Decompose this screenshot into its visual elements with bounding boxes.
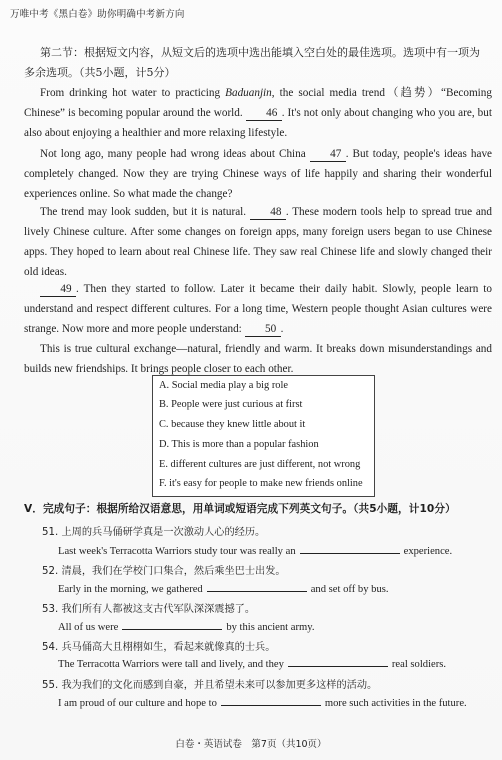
blank-50[interactable]: 50 [245,323,281,337]
question-51-english: Last week's Terracotta Warriors study tour was really an experience. [58,546,453,557]
options-box [152,375,375,497]
passage-paragraph-5: This is true cultural exchange—natural, friendly and warm. It breaks down misunderstandings and builds new friendships. It brings people closer to each other. [24,343,492,375]
passage-paragraph-3: The trend may look sudden, but it is natural. 48 . These modern tools help to spread true and lively Chinese culture. After some changes on foreign apps, many foreign users began to use Chinese apps. They hoped to learn about real Chinese life. They saw real Chinese life and slowly changed their old ideas. [24,206,492,278]
blank-46[interactable]: 46 [246,107,282,121]
answer-line-51[interactable] [300,553,400,554]
question-52-chinese: 52. 清晨，我们在学校门口集合，然后乘坐巴士出发。 [42,566,286,577]
blank-47[interactable]: 47 [310,148,346,162]
question-55-english: I am proud of our culture and hope to more such activities in the future. [58,698,467,709]
option-b: B. People were just curious at first [159,399,303,410]
baduanjin-term: Baduanjin [225,87,272,99]
option-f: F. it's easy for people to make new friends online [159,478,363,489]
question-55-chinese: 55. 我为我们的文化而感到自豪，并且希望未来可以参加更多这样的活动。 [42,680,378,691]
blank-49[interactable]: 49 [40,283,76,297]
question-54-chinese: 54. 兵马俑高大且栩栩如生，看起来就像真的士兵。 [42,642,276,653]
answer-line-55[interactable] [221,705,321,706]
question-52-english: Early in the morning, we gathered and set off by bus. [58,584,389,595]
option-a: A. Social media play a big role [159,380,288,391]
answer-line-53[interactable] [122,629,222,630]
question-53-chinese: 53. 我们所有人都被这支古代军队深深震撼了。 [42,604,256,615]
section-5-instructions: V．完成句子：根据所给汉语意思，用单词或短语完成下列英文句子。（共5小题，计10分） [24,503,456,515]
option-e: E. different cultures are just different, not wrong [159,459,361,470]
passage-paragraph-4: 49 . Then they started to follow. Later it became their daily habit. Slowly, people learn to understand and respect different cultures. For a long time, Western people thought Asian cultures were strange. Now more and more people understand: 50 . [24,283,492,335]
answer-line-52[interactable] [207,591,307,592]
book-header: 万唯中考《黑白卷》助你明确中考新方向 [10,9,185,20]
answer-line-54[interactable] [288,666,388,667]
passage-paragraph-2: Not long ago, many people had wrong ideas about China 47 . But today, people's ideas have completely changed. Now they are trying Chinese ways of life happily and sharing their wonderful experiences online. So what made the change? [24,148,492,200]
question-54-english: The Terracotta Warriors were tall and lively, and they real soldiers. [58,659,447,670]
passage-paragraph-1: From drinking hot water to practicing Baduanjin, the social media trend（趋势）“Becoming Chinese” is becoming popular around the world. 46 . It's not only about changing who you are, but also about enjoying a healthier and more relaxing lifestyle. [24,87,492,139]
blank-48[interactable]: 48 [250,206,286,220]
page-footer: 白卷・英语试卷 第7页（共10页） [175,739,327,750]
option-c: C. because they knew little about it [159,419,306,430]
option-d: D. This is more than a popular fashion [159,439,319,450]
question-51-chinese: 51. 上周的兵马俑研学真是一次激动人心的经历。 [42,527,266,538]
question-53-english: All of us were by this ancient army. [58,622,315,633]
section-2-instructions: 第二节：根据短文内容，从短文后的选项中选出能填入空白处的最佳选项。选项中有一项为多余选项。（共5小题，计5分） [24,46,480,79]
